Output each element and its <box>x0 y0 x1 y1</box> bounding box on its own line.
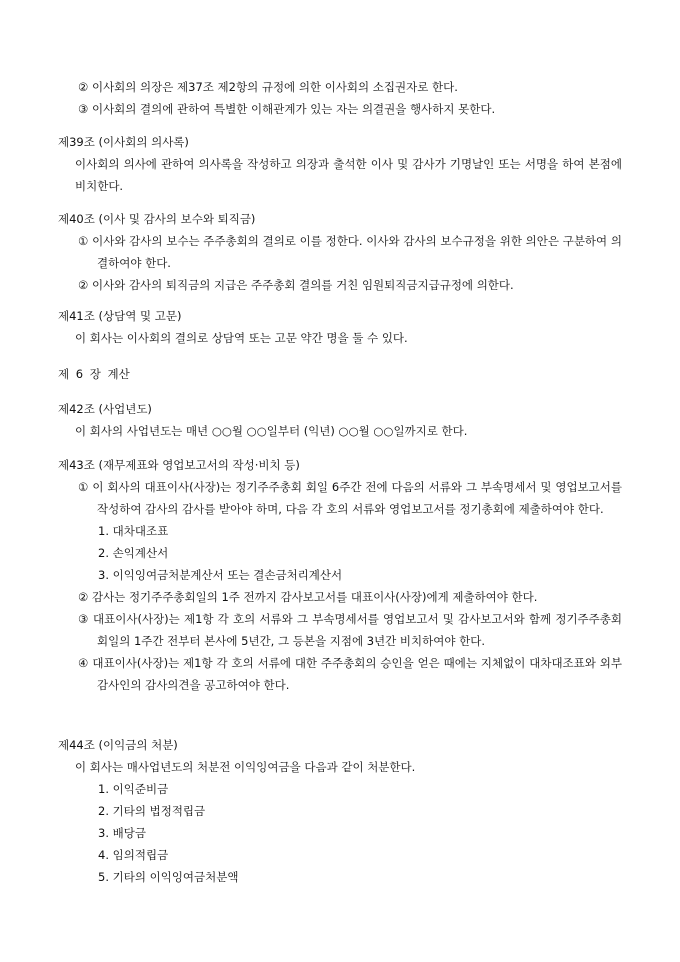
list-item: 5. 기타의 이익잉여금처분액 <box>98 870 239 884</box>
clause-2: ② 감사는 정기주주총회일의 1주 전까지 감사보고서를 대표이사(사장)에게 제출하여야 한다. <box>78 590 538 604</box>
article-body: 이 회사는 매사업년도의 처분전 이익잉여금을 다음과 같이 처분한다. <box>75 760 416 774</box>
list-item: 2. 손익계산서 <box>98 546 169 560</box>
intro-clauses <box>58 76 622 120</box>
list-item: 1. 이익준비금 <box>98 782 169 796</box>
clause-4: ④ 대표이사(사장)는 제1항 각 호의 서류에 대한 주주총회의 승인을 얻은 때에는 지체없이 대차대조표와 외부감사인의 감사의견을 공고하여야 한다. <box>78 656 622 692</box>
article-body: 이사회의 의사에 관하여 의사록을 작성하고 의장과 출석한 이사 및 감사가 기명날인 또는 서명을 하여 본점에 비치한다. <box>75 157 622 193</box>
article-42 <box>58 398 622 442</box>
clause-3: ③ 대표이사(사장)는 제1항 각 호의 서류와 그 부속명세서를 영업보고서 및 감사보고서와 함께 정기주주총회 회일의 1주간 전부터 본사에 5년간, 그 등본을 지점에 3년간 비치하여야 한다. <box>78 612 622 648</box>
article-44 <box>58 734 622 888</box>
list-item: 2. 기타의 법정적립금 <box>98 804 206 818</box>
list-item: 3. 이익잉여금처분계산서 또는 결손금처리계산서 <box>98 568 343 582</box>
clause-2: ② 이사회의 의장은 제37조 제2항의 규정에 의한 이사회의 소집권자로 한다. <box>78 80 458 94</box>
clause-1: ① 이 회사의 대표이사(사장)는 정기주주총회 회일 6주간 전에 다음의 서류와 그 부속명세서 및 영업보고서를 작성하여 감사의 감사를 받아야 하며, 다음 각 호의 서류와 영업보고서를 정기총회에 제출하여야 한다. <box>78 480 622 516</box>
list-item: 3. 배당금 <box>98 826 146 840</box>
clause-3: ③ 이사회의 결의에 관하여 특별한 이해관계가 있는 자는 의결권을 행사하지 못한다. <box>78 102 496 116</box>
article-title: 제41조 (상담역 및 고문) <box>58 309 182 323</box>
clause-1: ① 이사와 감사의 보수는 주주총회의 결의로 이를 정한다. 이사와 감사의 보수규정을 위한 의안은 구분하여 의결하여야 한다. <box>78 234 622 270</box>
article-body: 이 회사의 사업년도는 매년 ○○월 ○○일부터 (익년) ○○월 ○○일까지로 한다. <box>75 424 468 438</box>
article-title: 제39조 (이사회의 의사록) <box>58 135 189 149</box>
list-item: 4. 임의적립금 <box>98 848 169 862</box>
article-title: 제44조 (이익금의 처분) <box>58 738 178 752</box>
article-41 <box>58 305 622 349</box>
list-item: 1. 대차대조표 <box>98 524 169 538</box>
article-title: 제40조 (이사 및 감사의 보수와 퇴직금) <box>58 212 256 226</box>
article-40 <box>58 208 622 296</box>
article-39 <box>58 131 622 197</box>
chapter-6 <box>58 363 622 385</box>
chapter-heading: 제 6 장 계산 <box>58 367 130 381</box>
clause-2: ② 이사와 감사의 퇴직금의 지급은 주주총회 결의를 거친 임원퇴직금지급규정에 의한다. <box>78 278 514 292</box>
article-title: 제42조 (사업년도) <box>58 402 152 416</box>
article-title: 제43조 (재무제표와 영업보고서의 작성·비치 등) <box>58 458 300 472</box>
article-43 <box>58 454 622 696</box>
article-body: 이 회사는 이사회의 결의로 상담역 또는 고문 약간 명을 둘 수 있다. <box>75 331 408 345</box>
